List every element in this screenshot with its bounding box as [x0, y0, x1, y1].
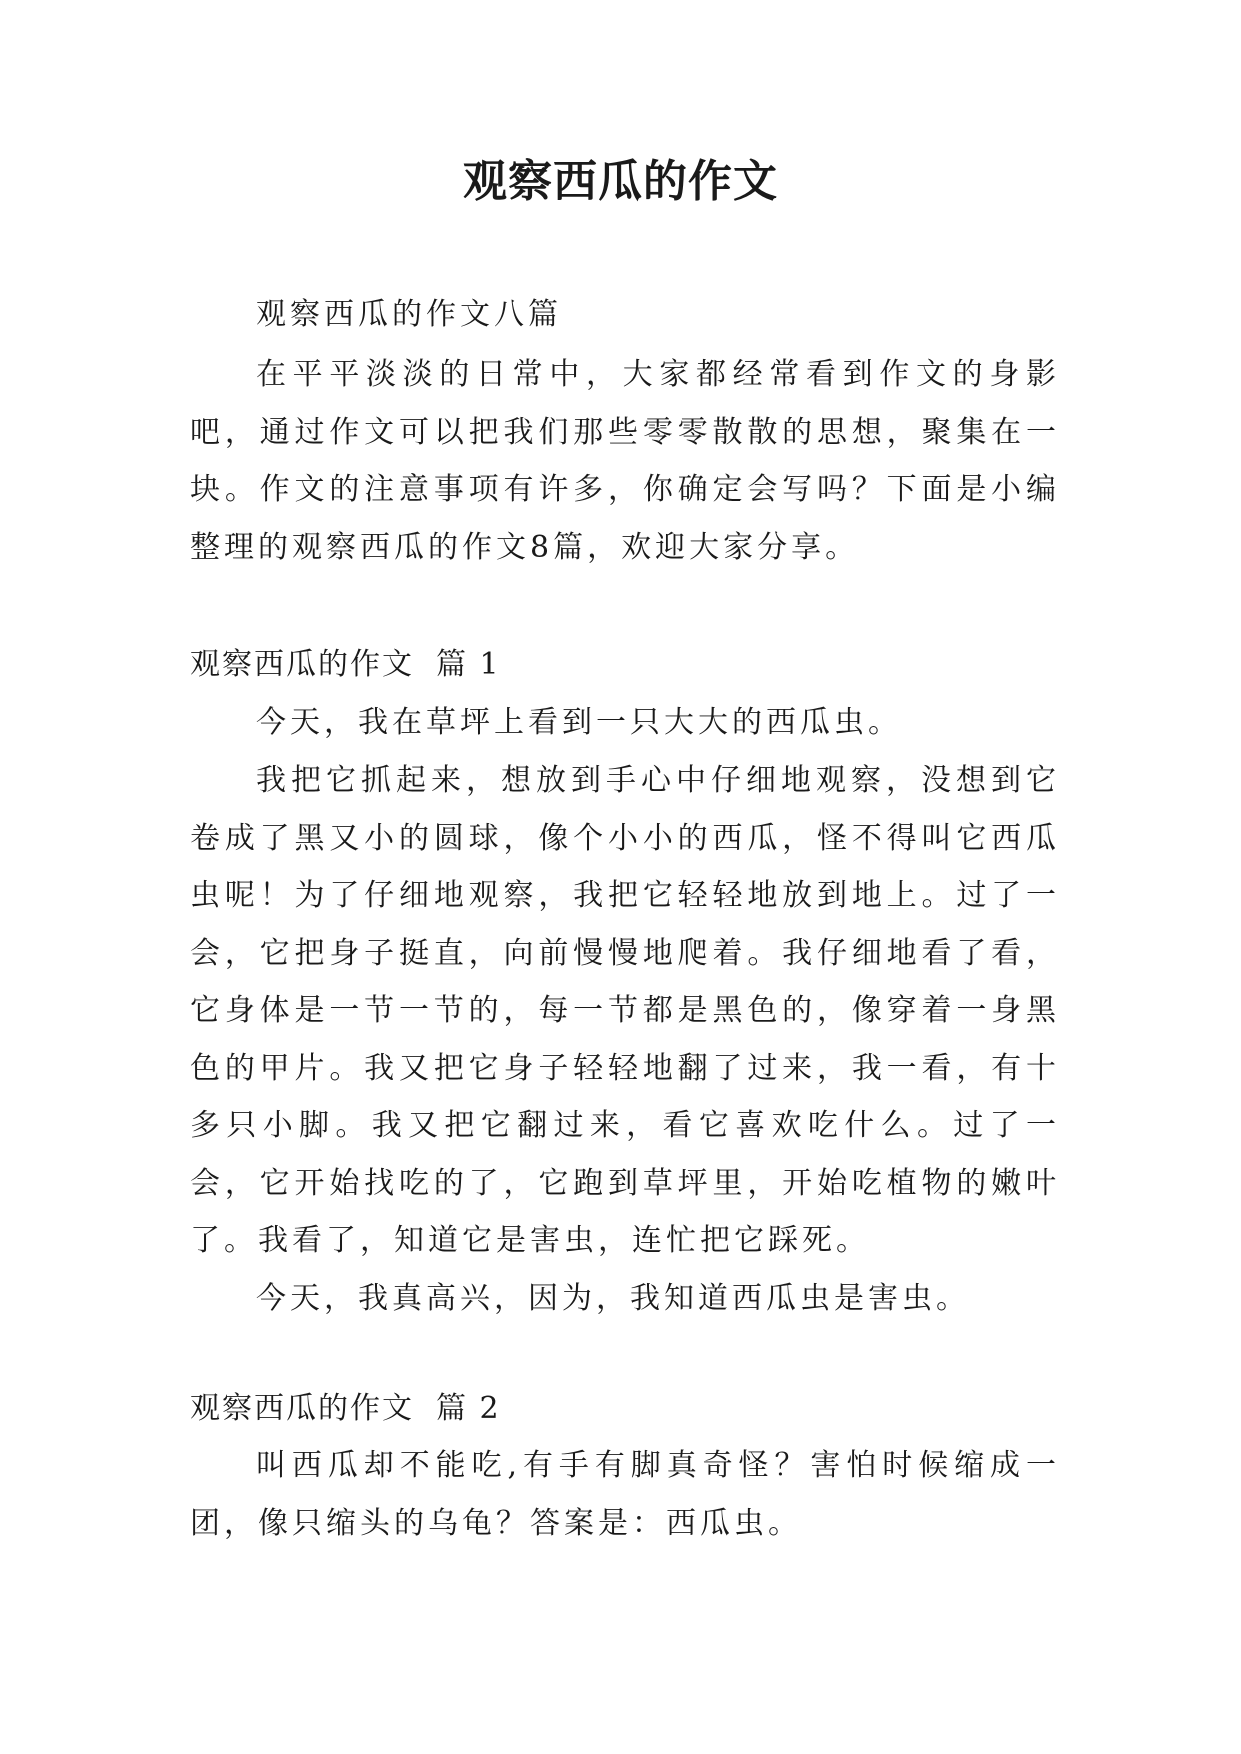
section-heading-1 [190, 636, 501, 694]
section-heading-title: 观察西瓜的作文 [190, 647, 414, 682]
document-subtitle: 观察西瓜的作文八篇 [256, 297, 562, 332]
intro-paragraph: 在平平淡淡的日常中，大家都经常看到作文的身影吧，通过作文可以把我们那些零零散散的思想，聚集在一块。作文的注意事项有许多，你确定会写吗？下面是小编整理的观察西瓜的作文8篇，欢迎大家分享。 [190, 357, 1060, 565]
section-heading-title: 观察西瓜的作文 [190, 1391, 414, 1426]
section-1-paragraph-2: 我把它抓起来，想放到手心中仔细地观察，没想到它卷成了黑又小的圆球，像个小小的西瓜，怪不得叫它西瓜虫呢！为了仔细地观察，我把它轻轻地放到地上。过了一会，它把身子挺直，向前慢慢地爬着。我仔细地看了看，它身体是一节一节的，每一节都是黑色的，像穿着一身黑色的甲片。我又把它身子轻轻地翻了过来，我一看，有十多只小脚。我又把它翻过来，看它喜欢吃什么。过了一会，它开始找吃的了，它跑到草坪里，开始吃植物的嫩叶了。我看了，知道它是害虫，连忙把它踩死。 [190, 763, 1060, 1258]
section-2-paragraph-1: 叫西瓜却不能吃,有手有脚真奇怪？害怕时候缩成一团，像只缩头的乌龟？答案是：西瓜虫。 [190, 1448, 1060, 1541]
section-heading-number: 篇 1 [436, 647, 501, 682]
section-heading-2 [190, 1380, 501, 1438]
section-1-paragraph-3: 今天，我真高兴，因为，我知道西瓜虫是害虫。 [256, 1281, 970, 1316]
section-heading-number: 篇 2 [436, 1391, 501, 1426]
section-1-paragraph-1: 今天，我在草坪上看到一只大大的西瓜虫。 [256, 705, 902, 740]
document-title: 观察西瓜的作文 [463, 156, 778, 207]
